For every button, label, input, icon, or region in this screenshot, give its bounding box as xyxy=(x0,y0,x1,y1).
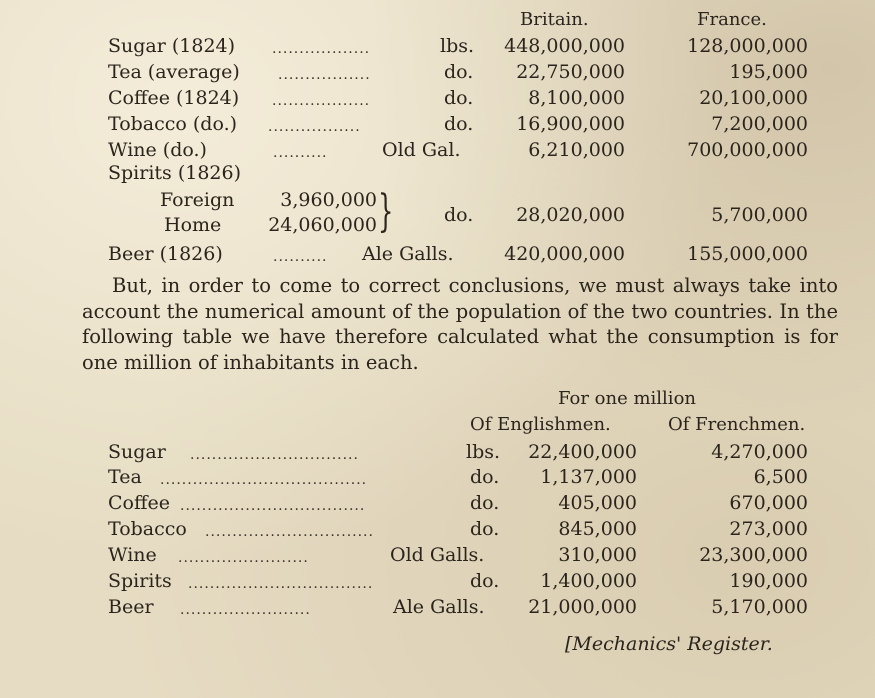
france-value: 195,000 xyxy=(729,61,808,83)
beer-leader-dots: .......... xyxy=(273,249,328,265)
english-value: 22,400,000 xyxy=(528,441,637,463)
french-value: 273,000 xyxy=(729,518,808,540)
spirits-france-value: 5,700,000 xyxy=(711,204,808,226)
header-frenchmen: Of Frenchmen. xyxy=(668,414,806,435)
english-value: 1,400,000 xyxy=(540,570,637,592)
row-label: Tobacco (do.) xyxy=(108,113,238,135)
row-label: Beer xyxy=(108,596,154,618)
leader-dots: .......... xyxy=(273,145,328,161)
row-label: Coffee xyxy=(108,492,170,514)
leader-dots: .................. xyxy=(272,41,371,57)
leader-dots: ........................ xyxy=(178,550,309,566)
beer-britain-value: 420,000,000 xyxy=(504,243,625,265)
row-label: Tea xyxy=(108,466,142,488)
row-unit: lbs. xyxy=(466,441,501,463)
leader-dots: ........................ xyxy=(180,602,311,618)
spirits-home-value: 24,060,000 xyxy=(268,214,377,236)
header-britain: Britain. xyxy=(520,9,589,30)
spirits-britain-value: 28,020,000 xyxy=(516,204,625,226)
body-paragraph xyxy=(82,273,838,375)
france-value: 20,100,000 xyxy=(699,87,808,109)
beer-label: Beer (1826) xyxy=(108,243,223,265)
leader-dots: .................. xyxy=(272,93,371,109)
french-value: 4,270,000 xyxy=(711,441,808,463)
britain-value: 6,210,000 xyxy=(528,139,625,161)
row-label: Tobacco xyxy=(108,518,187,540)
french-value: 5,170,000 xyxy=(711,596,808,618)
english-value: 1,137,000 xyxy=(540,466,637,488)
leader-dots: ............................... xyxy=(205,524,374,540)
french-value: 190,000 xyxy=(729,570,808,592)
leader-dots: ................. xyxy=(268,119,361,135)
brace-symbol: } xyxy=(378,186,394,237)
row-unit: Old Galls. xyxy=(390,544,485,566)
row-unit: do. xyxy=(470,570,500,592)
leader-dots: ................. xyxy=(278,67,371,83)
paragraph-text: But, in order to come to correct conclusions, we must always take into account the numerical amount of the population of the two countries. In the following table we have therefore calculated what the consumption is for one million of inhabitants in each. xyxy=(82,274,838,374)
row-label: Wine (do.) xyxy=(108,139,207,161)
source-citation: [Mechanics' Register. xyxy=(565,633,773,655)
leader-dots: ...................................... xyxy=(160,472,368,488)
french-value: 23,300,000 xyxy=(699,544,808,566)
english-value: 845,000 xyxy=(558,518,637,540)
britain-value: 16,900,000 xyxy=(516,113,625,135)
row-label: Spirits xyxy=(108,570,172,592)
header-per-million: For one million xyxy=(558,388,696,409)
row-unit: do. xyxy=(444,61,474,83)
row-unit: do. xyxy=(444,113,474,135)
leader-dots: .................................. xyxy=(180,498,366,514)
row-unit: Ale Galls. xyxy=(393,596,485,618)
france-value: 700,000,000 xyxy=(687,139,808,161)
row-unit: lbs. xyxy=(440,35,475,57)
row-label: Coffee (1824) xyxy=(108,87,240,109)
row-unit: Old Gal. xyxy=(382,139,461,161)
english-value: 310,000 xyxy=(558,544,637,566)
row-label: Tea (average) xyxy=(108,61,240,83)
english-value: 21,000,000 xyxy=(528,596,637,618)
row-unit: do. xyxy=(470,518,500,540)
leader-dots: .................................. xyxy=(188,576,374,592)
french-value: 6,500 xyxy=(753,466,808,488)
english-value: 405,000 xyxy=(558,492,637,514)
beer-france-value: 155,000,000 xyxy=(687,243,808,265)
french-value: 670,000 xyxy=(729,492,808,514)
beer-unit: Ale Galls. xyxy=(362,243,454,265)
row-unit: do. xyxy=(470,492,500,514)
row-unit: do. xyxy=(470,466,500,488)
header-france: France. xyxy=(697,9,767,30)
spirits-home-label: Home xyxy=(164,214,222,236)
row-label: Wine xyxy=(108,544,157,566)
spirits-unit: do. xyxy=(444,204,474,226)
britain-value: 8,100,000 xyxy=(528,87,625,109)
spirits-foreign-value: 3,960,000 xyxy=(280,189,377,211)
row-unit: do. xyxy=(444,87,474,109)
leader-dots: ............................... xyxy=(190,447,359,463)
france-value: 128,000,000 xyxy=(687,35,808,57)
britain-value: 448,000,000 xyxy=(504,35,625,57)
row-label: Sugar xyxy=(108,441,166,463)
header-englishmen: Of Englishmen. xyxy=(470,414,611,435)
row-label: Sugar (1824) xyxy=(108,35,236,57)
spirits-foreign-label: Foreign xyxy=(160,189,235,211)
france-value: 7,200,000 xyxy=(711,113,808,135)
britain-value: 22,750,000 xyxy=(516,61,625,83)
spirits-label: Spirits (1826) xyxy=(108,162,242,184)
